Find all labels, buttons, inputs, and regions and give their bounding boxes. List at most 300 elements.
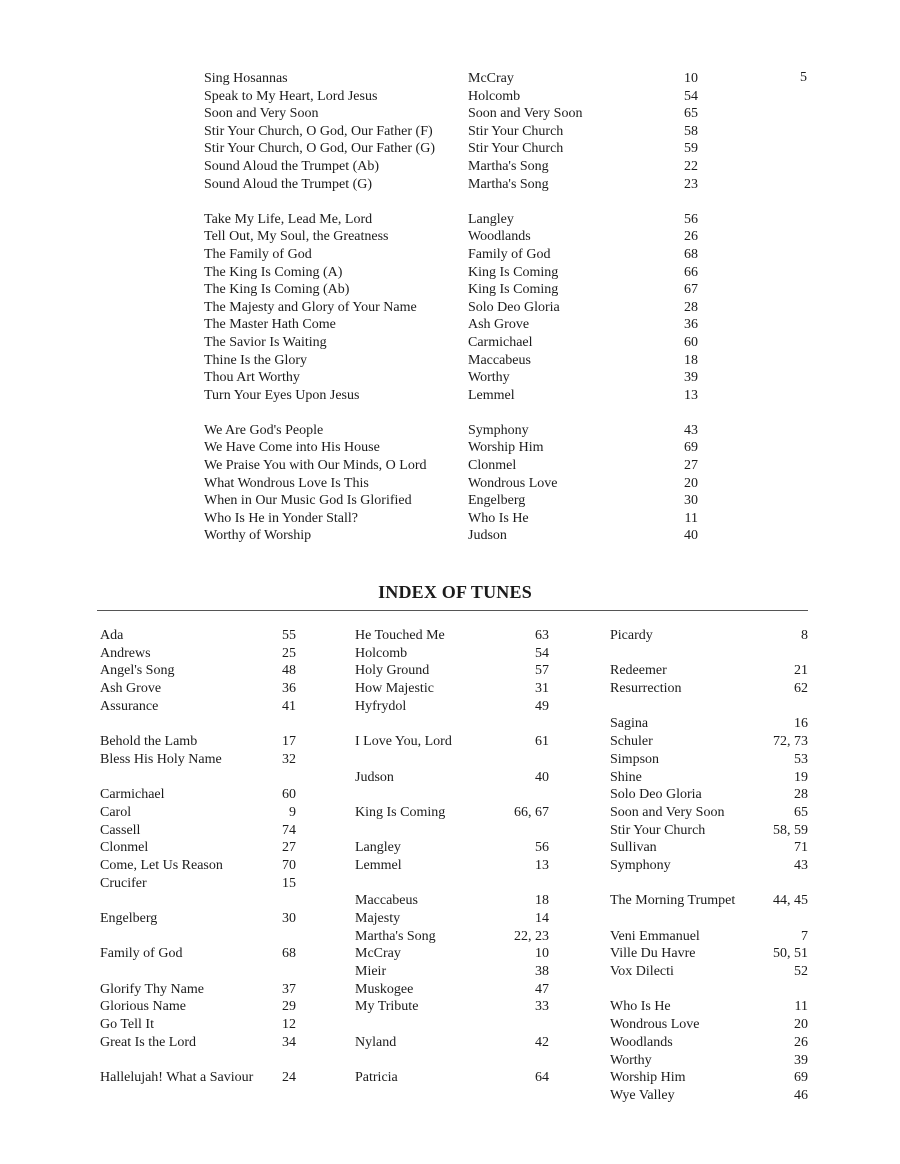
tune-name: Family of God <box>100 946 183 962</box>
hymn-number: 65 <box>684 106 698 122</box>
tune-number: 68 <box>282 946 296 962</box>
hymn-title: When in Our Music God Is Glorified <box>204 493 412 509</box>
hymn-row <box>204 264 724 282</box>
tune-number: 48 <box>282 663 296 679</box>
hymn-title: What Wondrous Love Is This <box>204 475 369 491</box>
tune-row <box>610 839 808 857</box>
tune-row <box>100 698 296 716</box>
tune-spacer <box>100 715 296 733</box>
tune-name: How Majestic <box>355 681 434 697</box>
tune-row <box>355 645 549 663</box>
tune-row <box>100 875 296 893</box>
tune-column-3 <box>610 627 808 1105</box>
tune-name: Soon and Very Soon <box>610 804 725 820</box>
tune-name: Worthy <box>610 1052 652 1068</box>
tune-row <box>100 998 296 1016</box>
tune-name: Mieir <box>355 964 387 980</box>
hymn-row <box>204 527 724 545</box>
tune-row <box>355 769 549 787</box>
hymn-title: Thou Art Worthy <box>204 370 300 386</box>
tune-row <box>355 981 549 999</box>
hymn-number: 54 <box>684 88 698 104</box>
hymn-row <box>204 228 724 246</box>
tune-name: Majesty <box>355 911 401 926</box>
tune-name: Woodlands <box>610 1034 673 1050</box>
tune-name: Clonmel <box>100 840 149 856</box>
tune-name: Behold the Lamb <box>100 734 198 750</box>
tune-number: 34 <box>282 1034 296 1050</box>
tune-number: 39 <box>794 1052 808 1068</box>
hymn-row <box>204 369 724 387</box>
tune-row <box>610 1034 808 1052</box>
tune-row <box>100 839 296 857</box>
tune-name: Langley <box>355 840 401 856</box>
tune-row <box>100 1016 296 1034</box>
tune-number: 28 <box>794 787 808 803</box>
hymn-number: 23 <box>684 176 698 192</box>
tune-number: 46 <box>794 1087 808 1103</box>
tune-row <box>355 1034 549 1052</box>
tune-number: 66, 67 <box>514 804 549 820</box>
tune-number: 74 <box>282 822 296 838</box>
hymn-tune: Judson <box>468 528 507 544</box>
tune-number: 32 <box>282 751 296 767</box>
hymn-row <box>204 105 724 123</box>
tune-row <box>100 822 296 840</box>
hymn-number: 27 <box>684 458 698 474</box>
hymn-title: We Are God's People <box>204 422 324 438</box>
tune-name: Martha's Song <box>355 928 436 944</box>
hymn-title: The Majesty and Glory of Your Name <box>204 299 417 315</box>
tune-name: Angel's Song <box>100 663 175 679</box>
tune-row <box>100 910 296 928</box>
tune-number: 50, 51 <box>773 946 808 962</box>
tune-row <box>355 892 549 910</box>
tune-row <box>355 839 549 857</box>
hymn-tune: McCray <box>468 71 514 86</box>
tune-number: 43 <box>794 857 808 873</box>
tune-row <box>355 963 549 981</box>
tune-row <box>100 645 296 663</box>
tune-row <box>610 680 808 698</box>
tune-number: 27 <box>282 840 296 856</box>
tune-number: 47 <box>535 981 549 997</box>
hymn-number: 43 <box>684 422 698 438</box>
tune-row <box>610 1052 808 1070</box>
tune-row <box>610 928 808 946</box>
tune-row <box>100 751 296 769</box>
tune-number: 53 <box>794 751 808 767</box>
hymn-row <box>204 299 724 317</box>
hymn-row <box>204 316 724 334</box>
tune-name: Go Tell It <box>100 1017 154 1033</box>
hymn-tune: Who Is He <box>468 510 529 526</box>
hymn-row <box>204 475 724 493</box>
tune-row <box>355 804 549 822</box>
tune-row <box>100 627 296 645</box>
hymn-title: The King Is Coming (A) <box>204 264 343 280</box>
hymn-title: Speak to My Heart, Lord Jesus <box>204 88 378 104</box>
hymn-title: The Master Hath Come <box>204 317 336 333</box>
tune-spacer <box>355 786 549 804</box>
hymn-tune: Family of God <box>468 246 551 262</box>
tune-name: Wye Valley <box>610 1087 675 1103</box>
tune-number: 72, 73 <box>773 734 808 750</box>
tune-spacer <box>100 963 296 981</box>
tune-name: Veni Emmanuel <box>610 928 700 944</box>
hymn-tune: Stir Your Church <box>468 141 564 157</box>
hymn-title: Sound Aloud the Trumpet (Ab) <box>204 158 380 174</box>
hymn-row <box>204 352 724 370</box>
tune-name: Simpson <box>610 751 660 767</box>
tune-row <box>610 786 808 804</box>
heading-rule <box>97 610 808 611</box>
tune-number: 41 <box>282 698 296 714</box>
tune-spacer <box>355 715 549 733</box>
tune-name: Andrews <box>100 645 151 661</box>
hymn-number: 36 <box>684 317 698 333</box>
hymn-row <box>204 457 724 475</box>
tune-number: 64 <box>535 1070 549 1086</box>
tune-spacer <box>355 1016 549 1034</box>
tune-number: 17 <box>282 734 296 750</box>
hymn-row <box>204 334 724 352</box>
tune-name: Who Is He <box>610 999 671 1015</box>
tune-spacer <box>355 751 549 769</box>
tune-name: Schuler <box>610 734 653 750</box>
tune-spacer <box>355 822 549 840</box>
tune-name: Maccabeus <box>355 893 418 909</box>
tune-number: 16 <box>794 716 808 732</box>
tune-number: 12 <box>282 1017 296 1033</box>
hymn-number: 22 <box>684 158 698 174</box>
hymn-tune: King Is Coming <box>468 282 559 298</box>
tune-number: 71 <box>794 840 808 856</box>
hymn-title: Stir Your Church, O God, Our Father (F) <box>204 123 433 139</box>
tune-number: 70 <box>282 857 296 873</box>
tune-row <box>100 945 296 963</box>
tune-row <box>610 733 808 751</box>
hymn-title: The Savior Is Waiting <box>204 334 327 350</box>
tune-row <box>355 698 549 716</box>
tune-row <box>355 1069 549 1087</box>
hymn-tune: Engelberg <box>468 493 526 509</box>
tune-row <box>355 680 549 698</box>
tune-row <box>610 857 808 875</box>
hymn-row <box>204 123 724 141</box>
hymn-row <box>204 140 724 158</box>
hymn-number: 13 <box>684 387 698 403</box>
tune-name: Glorious Name <box>100 999 186 1015</box>
tune-number: 22, 23 <box>514 928 549 944</box>
tune-row <box>610 627 808 645</box>
tune-number: 18 <box>535 893 549 909</box>
hymn-tune: Soon and Very Soon <box>468 106 583 122</box>
hymn-tune: Langley <box>468 211 514 227</box>
tune-row <box>355 998 549 1016</box>
hymn-title: The Family of God <box>204 246 312 262</box>
tune-row <box>610 662 808 680</box>
tune-name: Come, Let Us Reason <box>100 857 223 873</box>
tune-name: Ada <box>100 628 124 643</box>
tune-row <box>355 928 549 946</box>
hymn-title: We Have Come into His House <box>204 440 380 456</box>
tune-number: 52 <box>794 964 808 980</box>
tune-number: 58, 59 <box>773 822 808 838</box>
hymn-title: We Praise You with Our Minds, O Lord <box>204 458 427 474</box>
tune-spacer <box>610 981 808 999</box>
tune-name: He Touched Me <box>355 628 445 643</box>
tune-name: Ville Du Havre <box>610 946 696 962</box>
tune-name: Wondrous Love <box>610 1017 700 1033</box>
hymn-number: 18 <box>684 352 698 368</box>
hymn-number: 11 <box>684 510 698 526</box>
hymn-row <box>204 70 724 88</box>
tune-row <box>355 857 549 875</box>
tune-row <box>100 804 296 822</box>
hymn-number: 59 <box>684 141 698 157</box>
tune-spacer <box>100 769 296 787</box>
tune-number: 9 <box>289 804 296 820</box>
page-number: 5 <box>800 70 807 85</box>
hymn-tune: Woodlands <box>468 229 531 245</box>
tune-row <box>610 804 808 822</box>
tune-number: 36 <box>282 681 296 697</box>
tune-number: 20 <box>794 1017 808 1033</box>
tune-number: 37 <box>282 981 296 997</box>
hymn-tune: Solo Deo Gloria <box>468 299 560 315</box>
hymn-tune: Worthy <box>468 370 510 386</box>
hymn-row <box>204 492 724 510</box>
tune-name: Vox Dilecti <box>610 964 674 980</box>
tune-row <box>100 786 296 804</box>
hymn-title: Who Is He in Yonder Stall? <box>204 510 358 526</box>
tune-name: Sagina <box>610 716 649 732</box>
tune-number: 30 <box>282 911 296 926</box>
hymn-tune: Carmichael <box>468 334 533 350</box>
tune-row <box>610 892 808 910</box>
tune-row <box>610 1016 808 1034</box>
tune-name: Hyfrydol <box>355 698 407 714</box>
tune-row <box>610 715 808 733</box>
tune-name: The Morning Trumpet <box>610 893 736 909</box>
tune-row <box>610 822 808 840</box>
tune-number: 21 <box>794 663 808 679</box>
tune-spacer <box>610 910 808 928</box>
tune-number: 11 <box>794 999 808 1015</box>
group-spacer <box>204 404 724 422</box>
hymn-number: 58 <box>684 123 698 139</box>
tune-row <box>100 1069 296 1087</box>
tune-name: Crucifer <box>100 875 147 891</box>
hymn-title: Thine Is the Glory <box>204 352 308 368</box>
tune-name: Holy Ground <box>355 663 430 679</box>
hymn-number: 30 <box>684 493 698 509</box>
tune-row <box>355 733 549 751</box>
tune-spacer <box>100 1052 296 1070</box>
tune-number: 62 <box>794 681 808 697</box>
hymn-number: 40 <box>684 528 698 544</box>
hymn-number: 60 <box>684 334 698 350</box>
tune-spacer <box>100 928 296 946</box>
hymn-number: 39 <box>684 370 698 386</box>
tune-name: Judson <box>355 769 394 785</box>
tune-name: Nyland <box>355 1034 397 1050</box>
hymn-title: Stir Your Church, O God, Our Father (G) <box>204 141 435 157</box>
hymn-tune: King Is Coming <box>468 264 559 280</box>
tune-name: Symphony <box>610 857 671 873</box>
tune-number: 40 <box>535 769 549 785</box>
tune-column-2 <box>355 627 549 1087</box>
tune-name: I Love You, Lord <box>355 734 452 750</box>
tune-name: Assurance <box>100 698 159 714</box>
tune-number: 57 <box>535 663 549 679</box>
tune-number: 49 <box>535 698 549 714</box>
tune-spacer <box>610 875 808 893</box>
hymn-number: 26 <box>684 229 698 245</box>
tune-number: 60 <box>282 787 296 803</box>
tune-number: 56 <box>535 840 549 856</box>
hymn-number: 20 <box>684 475 698 491</box>
hymn-tune: Worship Him <box>468 440 544 456</box>
hymn-row <box>204 88 724 106</box>
hymn-tune: Martha's Song <box>468 158 549 174</box>
tune-row <box>355 945 549 963</box>
tune-spacer <box>610 645 808 663</box>
tune-name: Bless His Holy Name <box>100 751 222 767</box>
tune-name: Patricia <box>355 1070 398 1086</box>
tune-name: My Tribute <box>355 999 419 1015</box>
tune-name: Stir Your Church <box>610 822 706 838</box>
hymn-row <box>204 281 724 299</box>
hymn-row <box>204 246 724 264</box>
hymn-tune: Stir Your Church <box>468 123 564 139</box>
hymn-tune: Wondrous Love <box>468 475 558 491</box>
tune-row <box>610 751 808 769</box>
tune-name: Redeemer <box>610 663 667 679</box>
hymn-title: Take My Life, Lead Me, Lord <box>204 211 373 227</box>
tune-row <box>610 1087 808 1105</box>
tune-number: 44, 45 <box>773 893 808 909</box>
hymn-row <box>204 211 724 229</box>
tune-name: Sullivan <box>610 840 657 856</box>
tune-name: McCray <box>355 946 401 962</box>
tune-number: 8 <box>801 628 808 643</box>
tune-number: 25 <box>282 645 296 661</box>
tune-row <box>100 662 296 680</box>
tune-name: Carmichael <box>100 787 165 803</box>
hymn-row <box>204 176 724 194</box>
tune-name: Engelberg <box>100 911 158 926</box>
tune-number: 33 <box>535 999 549 1015</box>
tune-row <box>100 680 296 698</box>
tune-spacer <box>355 875 549 893</box>
tune-number: 61 <box>535 734 549 750</box>
hymn-title: Turn Your Eyes Upon Jesus <box>204 387 360 403</box>
tune-row <box>100 857 296 875</box>
hymn-title: Worthy of Worship <box>204 528 312 544</box>
tune-number: 42 <box>535 1034 549 1050</box>
hymn-number: 69 <box>684 440 698 456</box>
hymn-title: The King Is Coming (Ab) <box>204 282 350 298</box>
tune-name: Carol <box>100 804 132 820</box>
tune-name: Picardy <box>610 628 653 643</box>
tune-number: 24 <box>282 1070 296 1086</box>
tune-name: Cassell <box>100 822 141 838</box>
tune-row <box>610 998 808 1016</box>
hymn-tune: Ash Grove <box>468 317 530 333</box>
tune-number: 10 <box>535 946 549 962</box>
tune-number: 26 <box>794 1034 808 1050</box>
tune-number: 55 <box>282 628 296 643</box>
tune-number: 54 <box>535 645 549 661</box>
tune-number: 7 <box>801 928 808 944</box>
hymn-number: 56 <box>684 211 698 227</box>
hymn-tune: Holcomb <box>468 88 521 104</box>
hymn-tune: Martha's Song <box>468 176 549 192</box>
tune-name: Lemmel <box>355 857 402 873</box>
hymn-tune: Symphony <box>468 422 529 438</box>
hymn-tune: Clonmel <box>468 458 517 474</box>
tune-row <box>610 945 808 963</box>
tune-number: 63 <box>535 628 549 643</box>
tune-name: Muskogee <box>355 981 414 997</box>
tune-name: King Is Coming <box>355 804 446 820</box>
tune-name: Solo Deo Gloria <box>610 787 702 803</box>
hymn-number: 68 <box>684 246 698 262</box>
tune-name: Shine <box>610 769 642 785</box>
hymn-title: Sound Aloud the Trumpet (G) <box>204 176 373 192</box>
hymn-row <box>204 439 724 457</box>
hymn-row <box>204 158 724 176</box>
group-spacer <box>204 193 724 211</box>
hymn-number: 28 <box>684 299 698 315</box>
tune-name: Hallelujah! What a Saviour <box>100 1070 254 1086</box>
tune-row <box>355 910 549 928</box>
hymn-title: Soon and Very Soon <box>204 106 319 122</box>
hymn-number: 67 <box>684 282 698 298</box>
tune-row <box>610 769 808 787</box>
index-of-tunes-heading: INDEX OF TUNES <box>378 582 532 602</box>
tune-number: 31 <box>535 681 549 697</box>
tune-number: 14 <box>535 911 549 926</box>
tune-spacer <box>100 892 296 910</box>
tune-spacer <box>610 698 808 716</box>
tune-spacer <box>355 1052 549 1070</box>
hymn-number: 10 <box>684 71 698 86</box>
tune-row <box>100 1034 296 1052</box>
tune-number: 15 <box>282 875 296 891</box>
tune-number: 65 <box>794 804 808 820</box>
tune-name: Great Is the Lord <box>100 1034 197 1050</box>
tune-number: 29 <box>282 999 296 1015</box>
tune-row <box>610 963 808 981</box>
tune-name: Glorify Thy Name <box>100 981 204 997</box>
hymn-number: 66 <box>684 264 698 280</box>
tune-row <box>355 627 549 645</box>
hymn-row <box>204 422 724 440</box>
tune-number: 13 <box>535 857 549 873</box>
hymn-tune: Lemmel <box>468 387 515 403</box>
tune-number: 19 <box>794 769 808 785</box>
tune-row <box>610 1069 808 1087</box>
tune-number: 38 <box>535 964 549 980</box>
tune-row <box>100 981 296 999</box>
hymn-row <box>204 510 724 528</box>
tune-number: 69 <box>794 1070 808 1086</box>
hymn-row <box>204 387 724 405</box>
hymn-title: Tell Out, My Soul, the Greatness <box>204 229 389 245</box>
